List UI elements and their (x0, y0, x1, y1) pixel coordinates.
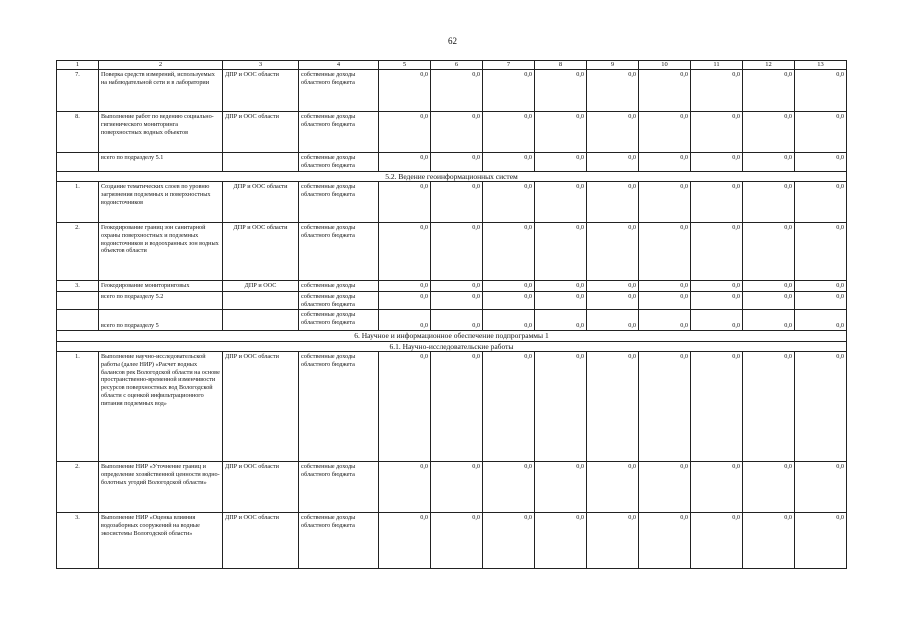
section-header-row (57, 341, 847, 351)
amount-cell: 0,0 (431, 513, 483, 569)
table-row (57, 352, 847, 462)
amount-cell: 0,0 (587, 310, 639, 331)
amount-cell: 0,0 (379, 70, 431, 112)
column-header: 7 (483, 61, 535, 70)
column-header: 8 (535, 61, 587, 70)
funding-source-cell: собственные доходы областного бюджета (299, 513, 379, 569)
column-header: 11 (691, 61, 743, 70)
amount-cell: 0,0 (379, 112, 431, 153)
amount-cell: 0,0 (379, 281, 431, 292)
row-number-cell: 8. (57, 112, 99, 153)
amount-cell: 0,0 (639, 153, 691, 172)
funding-source-cell: собственные доходы областного бюджета (299, 310, 379, 331)
amount-cell: 0,0 (431, 352, 483, 462)
activity-name-cell: всего по подразделу 5.1 (99, 153, 223, 172)
column-header: 2 (99, 61, 223, 70)
row-number-cell: 2. (57, 462, 99, 513)
amount-cell: 0,0 (431, 182, 483, 223)
table-row (57, 223, 847, 281)
amount-cell: 0,0 (483, 182, 535, 223)
amount-cell: 0,0 (691, 310, 743, 331)
executor-cell (223, 291, 299, 310)
executor-cell: ДПР и ООС области (223, 182, 299, 223)
funding-source-cell: собственные доходы областного бюджета (299, 70, 379, 112)
amount-cell: 0,0 (431, 223, 483, 281)
amount-cell: 0,0 (587, 182, 639, 223)
amount-cell: 0,0 (691, 153, 743, 172)
amount-cell: 0,0 (379, 513, 431, 569)
amount-cell: 0,0 (587, 70, 639, 112)
amount-cell: 0,0 (483, 223, 535, 281)
amount-cell: 0,0 (431, 281, 483, 292)
amount-cell: 0,0 (483, 70, 535, 112)
amount-cell: 0,0 (587, 112, 639, 153)
section-header-row (57, 331, 847, 341)
amount-cell: 0,0 (587, 281, 639, 292)
amount-cell: 0,0 (535, 352, 587, 462)
amount-cell: 0,0 (431, 153, 483, 172)
amount-cell: 0,0 (587, 462, 639, 513)
row-number-cell (57, 153, 99, 172)
row-number-cell (57, 310, 99, 331)
column-header: 10 (639, 61, 691, 70)
activity-name-cell: Геокодирование границ зон санитарной охраны поверхностных и подземных водоисточников и водоохранных зон водных объектов области (99, 223, 223, 281)
amount-cell: 0,0 (639, 182, 691, 223)
amount-cell: 0,0 (379, 182, 431, 223)
executor-cell: ДПР и ООС области (223, 462, 299, 513)
amount-cell: 0,0 (691, 291, 743, 310)
amount-cell: 0,0 (587, 352, 639, 462)
column-header: 5 (379, 61, 431, 70)
amount-cell: 0,0 (639, 223, 691, 281)
amount-cell: 0,0 (483, 112, 535, 153)
header-row (57, 61, 847, 70)
table-row (57, 310, 847, 331)
amount-cell: 0,0 (483, 513, 535, 569)
amount-cell: 0,0 (795, 112, 847, 153)
amount-cell: 0,0 (743, 513, 795, 569)
amount-cell: 0,0 (639, 462, 691, 513)
funding-source-cell: собственные доходы областного бюджета (299, 223, 379, 281)
amount-cell: 0,0 (743, 281, 795, 292)
amount-cell: 0,0 (639, 513, 691, 569)
activity-name-cell: Геокодирование мониторинговых (99, 281, 223, 292)
amount-cell: 0,0 (535, 513, 587, 569)
amount-cell: 0,0 (639, 281, 691, 292)
amount-cell: 0,0 (379, 223, 431, 281)
amount-cell: 0,0 (691, 70, 743, 112)
amount-cell: 0,0 (795, 352, 847, 462)
amount-cell: 0,0 (691, 182, 743, 223)
amount-cell: 0,0 (431, 291, 483, 310)
amount-cell: 0,0 (483, 281, 535, 292)
column-header: 12 (743, 61, 795, 70)
amount-cell: 0,0 (431, 70, 483, 112)
column-header: 9 (587, 61, 639, 70)
funding-source-cell: собственные доходы областного бюджета (299, 112, 379, 153)
amount-cell: 0,0 (535, 310, 587, 331)
amount-cell: 0,0 (483, 462, 535, 513)
section-title: 5.2. Ведение геоинформационных систем (57, 171, 847, 181)
amount-cell: 0,0 (483, 352, 535, 462)
amount-cell: 0,0 (795, 513, 847, 569)
row-number-cell: 1. (57, 182, 99, 223)
table-row (57, 112, 847, 153)
activity-name-cell: Выполнение работ по ведению социально-гигиенического мониторинга поверхностных водных объектов (99, 112, 223, 153)
amount-cell: 0,0 (483, 310, 535, 331)
funding-source-cell: собственные доходы областного бюджета (299, 462, 379, 513)
amount-cell: 0,0 (743, 462, 795, 513)
amount-cell: 0,0 (795, 223, 847, 281)
amount-cell: 0,0 (431, 310, 483, 331)
table-row (57, 70, 847, 112)
funding-source-cell: собственные доходы (299, 281, 379, 292)
table-row (57, 281, 847, 292)
amount-cell: 0,0 (743, 182, 795, 223)
amount-cell: 0,0 (639, 352, 691, 462)
amount-cell: 0,0 (691, 513, 743, 569)
section-title: 6.1. Научно-исследовательские работы (57, 341, 847, 351)
amount-cell: 0,0 (691, 462, 743, 513)
amount-cell: 0,0 (379, 352, 431, 462)
budget-table (56, 60, 847, 569)
page-number: 62 (448, 36, 457, 46)
funding-source-cell: собственные доходы областного бюджета (299, 291, 379, 310)
amount-cell: 0,0 (743, 70, 795, 112)
funding-source-cell: собственные доходы областного бюджета (299, 182, 379, 223)
activity-name-cell: всего по подразделу 5.2 (99, 291, 223, 310)
row-number-cell: 3. (57, 513, 99, 569)
amount-cell: 0,0 (743, 310, 795, 331)
amount-cell: 0,0 (379, 291, 431, 310)
executor-cell: ДПР и ООС области (223, 70, 299, 112)
amount-cell: 0,0 (483, 153, 535, 172)
amount-cell: 0,0 (535, 223, 587, 281)
amount-cell: 0,0 (743, 153, 795, 172)
activity-name-cell: Выполнение научно-исследовательской работы (далее НИР) «Расчет водных балансов рек Вологодской области на основе пространственно-временной изменчивости ресурсов поверхностных вод Вологодской области с оценкой инфильтрационного питания подземных вод» (99, 352, 223, 462)
row-number-cell (57, 291, 99, 310)
amount-cell: 0,0 (535, 291, 587, 310)
table-row (57, 462, 847, 513)
executor-cell: ДПР и ООС области (223, 112, 299, 153)
row-number-cell: 3. (57, 281, 99, 292)
amount-cell: 0,0 (795, 291, 847, 310)
amount-cell: 0,0 (535, 153, 587, 172)
column-header: 6 (431, 61, 483, 70)
amount-cell: 0,0 (379, 153, 431, 172)
activity-name-cell: Поверка средств измерений, используемых на наблюдательной сети и в лаборатории (99, 70, 223, 112)
activity-name-cell: Создание тематических слоев по уровню загрязнения подземных и поверхностных водоисточников (99, 182, 223, 223)
executor-cell: ДПР и ООС области (223, 223, 299, 281)
amount-cell: 0,0 (587, 513, 639, 569)
row-number-cell: 2. (57, 223, 99, 281)
executor-cell: ДПР и ООС (223, 281, 299, 292)
amount-cell: 0,0 (535, 182, 587, 223)
amount-cell: 0,0 (587, 153, 639, 172)
amount-cell: 0,0 (743, 291, 795, 310)
column-header: 4 (299, 61, 379, 70)
funding-source-cell: собственные доходы областного бюджета (299, 153, 379, 172)
amount-cell: 0,0 (379, 462, 431, 513)
column-header: 13 (795, 61, 847, 70)
table-row (57, 153, 847, 172)
amount-cell: 0,0 (587, 223, 639, 281)
activity-name-cell: Выполнение НИР «Оценка влияния водозаборных сооружений на водные экосистемы Вологодской области» (99, 513, 223, 569)
amount-cell: 0,0 (743, 352, 795, 462)
amount-cell: 0,0 (691, 352, 743, 462)
amount-cell: 0,0 (639, 291, 691, 310)
amount-cell: 0,0 (587, 291, 639, 310)
amount-cell: 0,0 (535, 462, 587, 513)
amount-cell: 0,0 (795, 70, 847, 112)
amount-cell: 0,0 (743, 223, 795, 281)
table-row (57, 513, 847, 569)
amount-cell: 0,0 (535, 112, 587, 153)
amount-cell: 0,0 (795, 310, 847, 331)
activity-name-cell: всего по подразделу 5 (99, 310, 223, 331)
amount-cell: 0,0 (535, 70, 587, 112)
amount-cell: 0,0 (795, 182, 847, 223)
section-header-row (57, 171, 847, 181)
executor-cell (223, 310, 299, 331)
activity-name-cell: Выполнение НИР «Уточнение границ и определение хозяйственной ценности водно-болотных угодий Вологодской области» (99, 462, 223, 513)
executor-cell (223, 153, 299, 172)
amount-cell: 0,0 (795, 462, 847, 513)
funding-source-cell: собственные доходы областного бюджета (299, 352, 379, 462)
amount-cell: 0,0 (379, 310, 431, 331)
amount-cell: 0,0 (535, 281, 587, 292)
amount-cell: 0,0 (691, 223, 743, 281)
row-number-cell: 1. (57, 352, 99, 462)
amount-cell: 0,0 (743, 112, 795, 153)
amount-cell: 0,0 (795, 281, 847, 292)
amount-cell: 0,0 (691, 281, 743, 292)
amount-cell: 0,0 (483, 291, 535, 310)
amount-cell: 0,0 (795, 153, 847, 172)
table-row (57, 291, 847, 310)
executor-cell: ДПР и ООС области (223, 513, 299, 569)
row-number-cell: 7. (57, 70, 99, 112)
column-header: 3 (223, 61, 299, 70)
amount-cell: 0,0 (431, 112, 483, 153)
executor-cell: ДПР и ООС области (223, 352, 299, 462)
amount-cell: 0,0 (639, 112, 691, 153)
amount-cell: 0,0 (639, 310, 691, 331)
amount-cell: 0,0 (639, 70, 691, 112)
amount-cell: 0,0 (431, 462, 483, 513)
amount-cell: 0,0 (691, 112, 743, 153)
column-header: 1 (57, 61, 99, 70)
table-row (57, 182, 847, 223)
section-title: 6. Научное и информационное обеспечение подпрограммы 1 (57, 331, 847, 341)
